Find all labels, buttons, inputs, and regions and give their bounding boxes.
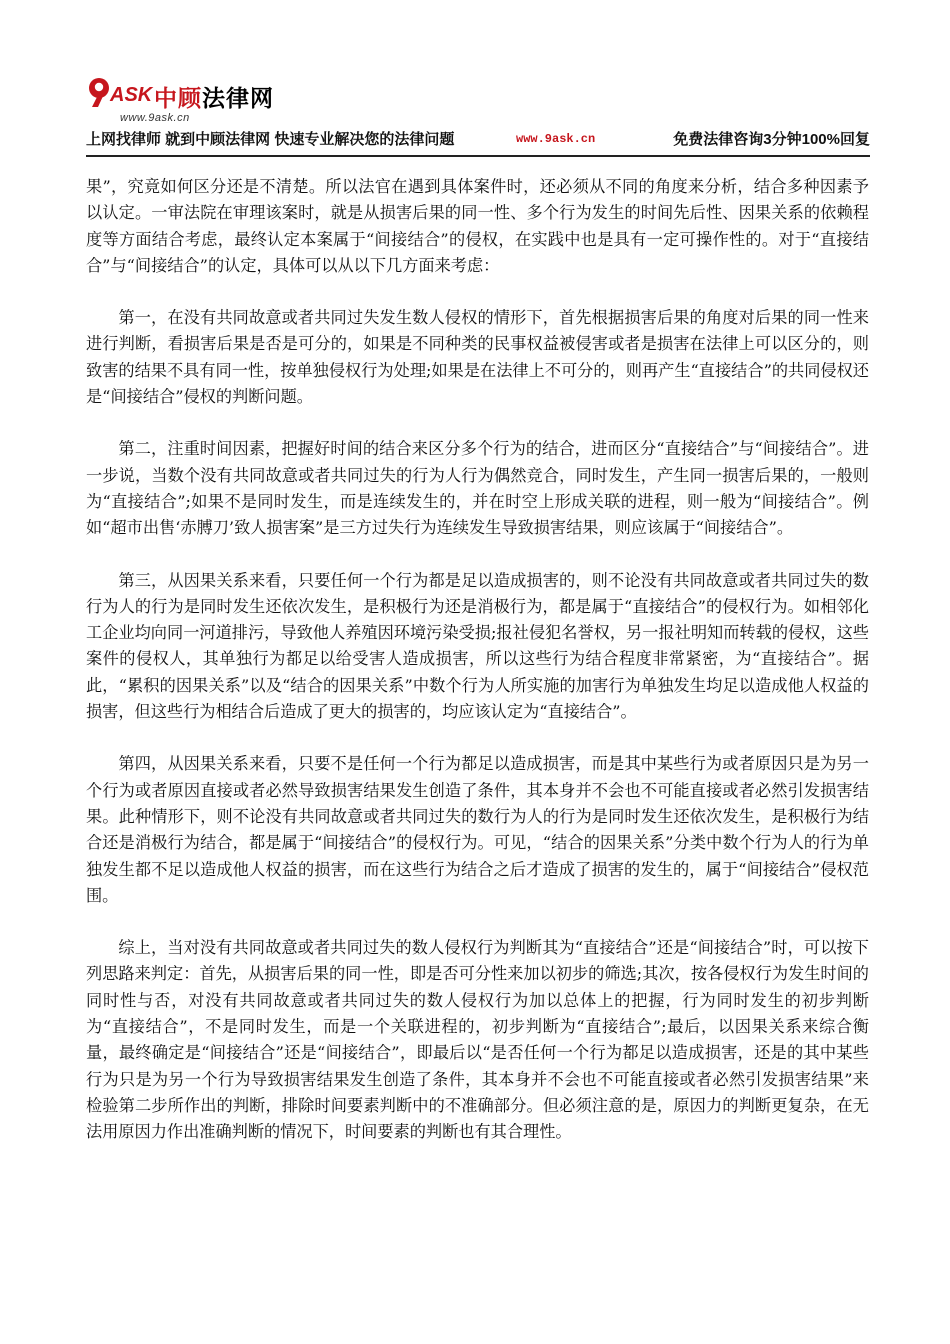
header-tagline: 上网找律师 就到中顾法律网 快速专业解决您的法律问题 [86, 131, 455, 148]
document-body [86, 174, 869, 1172]
paragraph-continued: 果”，究竟如何区分还是不清楚。所以法官在遇到具体案件时，还必须从不同的角度来分析，结合多种因素予以认定。一审法院在审理该案时，就是从损害后果的同一性、多个行为发生的时间先后性、因果关系的依赖程度等方面结合考虑，最终认定本案属于“间接结合”的侵权，在实践中也是具有一定可操作性的。对于“直接结合”与“间接结合”的认定，具体可以从以下几方面来考虑： [86, 177, 869, 275]
brand-name-part-2: 法律网 [202, 85, 274, 111]
site-logo[interactable] [86, 74, 306, 130]
header-divider [86, 155, 870, 157]
header-site-link[interactable]: www.9ask.cn [516, 132, 596, 146]
page-header [86, 70, 870, 162]
logo-url: www.9ask.cn [120, 112, 190, 124]
paragraph-first: 第一，在没有共同故意或者共同过失发生数人侵权的情形下，首先根据损害后果的角度对后果的同一性来进行判断，看损害后果是否是可分的，如果是不同种类的民事权益被侵害或者是损害在法律上可以区分的，则致害的结果不具有同一性，按单独侵权行为处理;如果是在法律上不可分的，则再产生“直接结合”的共同侵权还是“间接结合”侵权的判断问题。 [86, 308, 869, 407]
paragraph-fourth: 第四，从因果关系来看，只要不是任何一个行为都足以造成损害，而是其中某些行为或者原因只是为另一个行为或者原因直接或者必然导致损害结果发生创造了条件，其本身并不会也不可能直接或者必然引发损害结果。此种情形下，则不论没有共同故意或者共同过失的数行为人的行为是同时发生还依次发生，是积极行为结合还是消极行为结合，都是属于“间接结合”的侵权行为。可见，“结合的因果关系”分类中数个行为人的行为单独发生都不足以造成他人权益的损害，而在这些行为结合之后才造成了损害的发生的，属于“间接结合”侵权范围。 [86, 754, 869, 905]
paragraph-second: 第二，注重时间因素，把握好时间的结合来区分多个行为的结合，进而区分“直接结合”与“间接结合”。进一步说，当数个没有共同故意或者共同过失的行为人行为偶然竞合，同时发生，产生同一损害后果的，一般则为“直接结合”;如果不是同时发生，而是连续发生的，并在时空上形成关联的进程，则一般为“间接结合”。例如“超市出售‘赤膊刀’致人损害案”是三方过失行为连续发生导致损害结果，则应该属于“间接结合”。 [86, 439, 869, 538]
brand-name-part-1: 中顾 [154, 85, 202, 111]
9ask-logo-icon [86, 74, 156, 110]
paragraph-summary: 综上，当对没有共同故意或者共同过失的数人侵权行为判断其为“直接结合”还是“间接结合”时，可以按下列思路来判定：首先，从损害后果的同一性，即是否可分性来加以初步的筛选;其次，按各侵权行为发生时间的同时性与否，对没有共同故意或者共同过失的数人侵权行为加以总体上的把握，行为同时发生的初步判断为“直接结合”，不是同时发生，而是一个关联进程的，初步判断为“直接结合”;最后，以因果关系来综合衡量，最终确定是“间接结合”还是“间接结合”，即最后以“是否任何一个行为都足以造成损害，还是的其中某些行为只是为另一个行为导致损害结果发生创造了条件，其本身并不会也不可能直接或者必然引发损害结果”来检验第二步所作出的判断，排除时间要素判断中的不准确部分。但必须注意的是，原因力的判断更复杂，在无法用原因力作出准确判断的情况下，时间要素的判断也有其合理性。 [86, 938, 869, 1142]
header-consult-text: 免费法律咨询3分钟100%回复 [673, 131, 870, 148]
paragraph-third: 第三，从因果关系来看，只要任何一个行为都是足以造成损害的，则不论没有共同故意或者共同过失的数行为人的行为是同时发生还依次发生，是积极行为还是消极行为，都是属于“直接结合”的侵权行为。如相邻化工企业均向同一河道排污，导致他人养殖因环境污染受损;报社侵犯名誉权，另一报社明知而转载的侵权，这些案件的侵权人，其单独行为都足以给受害人造成损害，所以这些行为结合程度非常紧密，为“直接结合”。据此，“累积的因果关系”以及“结合的因果关系”中数个行为人所实施的加害行为单独发生均足以造成他人权益的损害，但这些行为相结合后造成了更大的损害的，均应该认定为“直接结合”。 [86, 570, 869, 722]
brand-name [154, 80, 274, 113]
svg-text:ASK: ASK [110, 84, 153, 106]
